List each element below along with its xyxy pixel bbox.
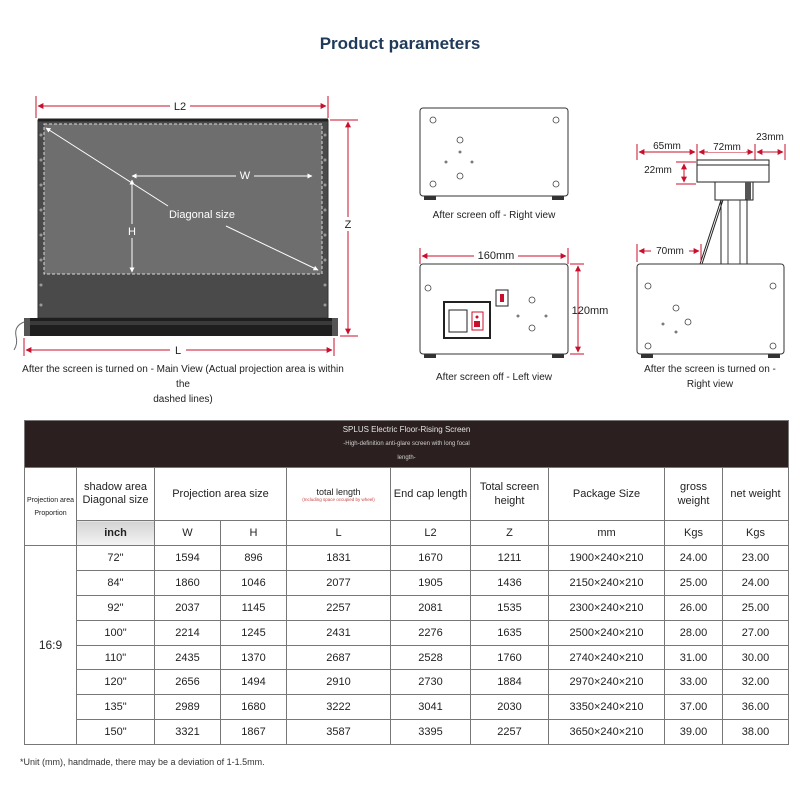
banner-title: SPLUS Electric Floor-Rising Screen	[342, 425, 471, 434]
table-row	[25, 595, 789, 620]
cell-w: 2989	[155, 695, 221, 720]
unit-kgs-gross: Kgs	[665, 521, 723, 546]
table-row	[25, 620, 789, 645]
header-shadow-area	[77, 468, 155, 521]
unit-h: H	[221, 521, 287, 546]
cell-gross: 37.00	[665, 695, 723, 720]
cell-size: 150"	[77, 720, 155, 745]
unit-l: L	[287, 521, 391, 546]
table-row	[25, 546, 789, 571]
table-row	[25, 570, 789, 595]
cell-gross: 28.00	[665, 620, 723, 645]
cell-h: 1245	[221, 620, 287, 645]
cell-h: 896	[221, 546, 287, 571]
spec-table	[24, 420, 789, 745]
cell-l: 2257	[287, 595, 391, 620]
cell-h: 1867	[221, 720, 287, 745]
banner-sub1: -High-definition anti-glare screen with long focal	[343, 441, 470, 447]
cell-w: 2214	[155, 620, 221, 645]
cell-z: 1535	[471, 595, 549, 620]
label-z: Z	[344, 219, 352, 231]
header-package-size: Package Size	[549, 468, 665, 521]
caption-main-line1: After the screen is turned on - Main View (Actual projection area is within the	[22, 364, 344, 390]
dim-120mm: 120mm	[571, 305, 609, 317]
cell-gross: 31.00	[665, 645, 723, 670]
label-diagonal: Diagonal size	[168, 209, 236, 221]
header-shadow-1: shadow area	[84, 481, 147, 493]
cell-l2: 1905	[391, 570, 471, 595]
cell-w: 2656	[155, 670, 221, 695]
cell-h: 1370	[221, 645, 287, 670]
cell-l: 3222	[287, 695, 391, 720]
unit-kgs-net: Kgs	[723, 521, 789, 546]
header-gross-2: weight	[677, 495, 710, 507]
header-total-height-2: height	[494, 495, 525, 507]
cell-package: 2740×240×210	[549, 645, 665, 670]
cell-package: 2500×240×210	[549, 620, 665, 645]
header-gross-1: gross	[680, 481, 707, 493]
cell-gross: 39.00	[665, 720, 723, 745]
table-row	[25, 695, 789, 720]
main-view-diagram	[14, 96, 358, 357]
cell-package: 2300×240×210	[549, 595, 665, 620]
cell-l2: 2730	[391, 670, 471, 695]
cell-h: 1145	[221, 595, 287, 620]
cell-z: 2257	[471, 720, 549, 745]
cell-l: 2687	[287, 645, 391, 670]
cell-h: 1494	[221, 670, 287, 695]
header-total-length	[287, 468, 391, 521]
label-h: H	[128, 226, 136, 238]
cell-net: 38.00	[723, 720, 789, 745]
cell-l2: 3395	[391, 720, 471, 745]
caption-on-right-line1: After the screen is turned on -	[644, 364, 776, 375]
table-banner	[25, 421, 789, 468]
cell-net: 32.00	[723, 670, 789, 695]
cell-w: 2435	[155, 645, 221, 670]
footnote: *Unit (mm), handmade, there may be a deviation of 1-1.5mm.	[20, 757, 265, 767]
unit-l2: L2	[391, 521, 471, 546]
dim-65mm: 65mm	[653, 141, 681, 152]
cell-net: 30.00	[723, 645, 789, 670]
cell-net: 24.00	[723, 570, 789, 595]
unit-z: Z	[471, 521, 549, 546]
caption-off-right: After screen off - Right view	[432, 210, 556, 221]
label-l: L	[174, 345, 182, 357]
cell-l: 2910	[287, 670, 391, 695]
dim-70mm: 70mm	[656, 246, 684, 257]
dim-22mm: 22mm	[644, 165, 672, 176]
cell-net: 36.00	[723, 695, 789, 720]
cell-size: 100"	[77, 620, 155, 645]
unit-w: W	[155, 521, 221, 546]
caption-on-right	[630, 362, 790, 392]
cell-z: 1760	[471, 645, 549, 670]
caption-main-line2: dashed lines)	[153, 394, 213, 405]
header-proportion-1: Projection area	[26, 496, 75, 504]
caption-main-view	[18, 362, 348, 407]
header-net-weight: net weight	[723, 468, 789, 521]
dim-160mm: 160mm	[477, 250, 515, 262]
cell-l2: 2081	[391, 595, 471, 620]
off-left-view-diagram	[420, 248, 608, 358]
cell-gross: 33.00	[665, 670, 723, 695]
caption-on-right-line2: Right view	[686, 379, 734, 390]
cell-h: 1046	[221, 570, 287, 595]
dim-72mm: 72mm	[713, 142, 741, 153]
table-row	[25, 645, 789, 670]
cell-package: 2970×240×210	[549, 670, 665, 695]
header-total-height	[471, 468, 549, 521]
unit-inch: inch	[77, 521, 155, 546]
off-right-view-diagram	[420, 108, 568, 200]
cell-l2: 2276	[391, 620, 471, 645]
cell-gross: 26.00	[665, 595, 723, 620]
caption-off-left: After screen off - Left view	[436, 372, 552, 383]
cell-l2: 3041	[391, 695, 471, 720]
header-proportion	[25, 468, 77, 546]
header-end-cap: End cap length	[391, 468, 471, 521]
header-proportion-2: Proportion	[34, 509, 67, 517]
cell-net: 23.00	[723, 546, 789, 571]
dim-23mm: 23mm	[756, 132, 784, 143]
cell-l: 2431	[287, 620, 391, 645]
cell-size: 110"	[77, 645, 155, 670]
header-shadow-2: Diagonal size	[82, 494, 149, 506]
cell-package: 3650×240×210	[549, 720, 665, 745]
cell-size: 120"	[77, 670, 155, 695]
cell-l: 2077	[287, 570, 391, 595]
cell-z: 1635	[471, 620, 549, 645]
cell-package: 2150×240×210	[549, 570, 665, 595]
cell-size: 84"	[77, 570, 155, 595]
page-title: Product parameters	[319, 34, 481, 53]
table-row	[25, 720, 789, 745]
cell-w: 1860	[155, 570, 221, 595]
header-projection-size: Projection area size	[155, 468, 287, 521]
cell-l2: 1670	[391, 546, 471, 571]
cell-w: 1594	[155, 546, 221, 571]
cell-gross: 24.00	[665, 546, 723, 571]
cell-net: 27.00	[723, 620, 789, 645]
cell-h: 1680	[221, 695, 287, 720]
cell-size: 92"	[77, 595, 155, 620]
cell-net: 25.00	[723, 595, 789, 620]
cell-l2: 2528	[391, 645, 471, 670]
cell-l: 3587	[287, 720, 391, 745]
cell-package: 3350×240×210	[549, 695, 665, 720]
banner-sub2: length-	[397, 455, 416, 461]
cell-size: 135"	[77, 695, 155, 720]
cell-w: 3321	[155, 720, 221, 745]
header-total-length-label: total length	[316, 486, 361, 497]
on-right-view-diagram	[637, 132, 785, 358]
header-total-length-note: (Including space occupied by wheel)	[302, 496, 375, 502]
cell-size: 72"	[77, 546, 155, 571]
cell-z: 1211	[471, 546, 549, 571]
cell-z: 1884	[471, 670, 549, 695]
cell-l: 1831	[287, 546, 391, 571]
cell-z: 1436	[471, 570, 549, 595]
cell-w: 2037	[155, 595, 221, 620]
cell-z: 2030	[471, 695, 549, 720]
unit-mm: mm	[549, 521, 665, 546]
header-gross-weight	[665, 468, 723, 521]
label-w: W	[239, 170, 251, 182]
label-l2: L2	[173, 101, 187, 113]
header-total-height-1: Total screen	[479, 481, 540, 493]
table-row	[25, 670, 789, 695]
cell-package: 1900×240×210	[549, 546, 665, 571]
proportion-cell: 16:9	[25, 546, 77, 745]
cell-gross: 25.00	[665, 570, 723, 595]
